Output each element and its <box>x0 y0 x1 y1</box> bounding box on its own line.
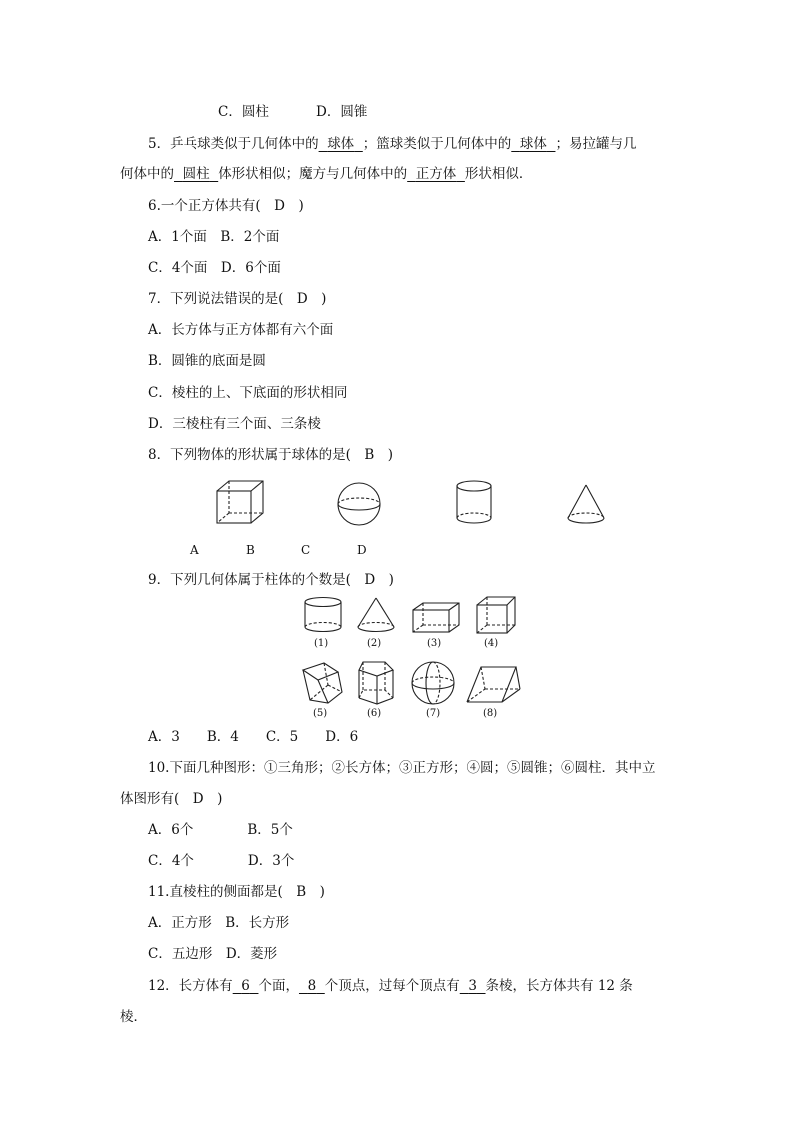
q6-options-ab: A．1个面 B．2个面 <box>148 229 280 245</box>
q10-options-cd: C．4个 D．3个 <box>148 853 295 869</box>
q12-line-1 <box>148 977 633 995</box>
q5-text: 5．乒乓球类似于几何体中的 <box>148 136 319 152</box>
q8-label-a: A <box>190 543 199 557</box>
q9-fig8-triangular-prism <box>464 664 524 706</box>
q5-text: ；易拉罐与几 <box>555 136 637 152</box>
q12-line-2: 棱． <box>120 1009 147 1025</box>
q8-sphere-figure <box>336 481 382 527</box>
q7-option-c: C．棱柱的上、下底面的形状相同 <box>148 385 348 401</box>
q9-options: A．3 B．4 C．5 D．6 <box>148 729 359 745</box>
q12-blank-1: 6 <box>241 978 250 994</box>
q9-stem: 9．下列几何体属于柱体的个数是( D ) <box>148 572 394 588</box>
q8-stem: 8．下列物体的形状属于球体的是( B ) <box>148 447 394 463</box>
q7-option-a: A．长方体与正方体都有六个面 <box>148 322 334 338</box>
q9-caption-8: (8) <box>483 708 498 719</box>
q6-stem: 6.一个正方体共有( D ) <box>148 198 304 214</box>
q8-cube-figure <box>214 478 266 526</box>
q12-text: 12．长方体有 <box>148 978 233 994</box>
q9-caption-2: (2) <box>367 638 382 649</box>
q9-caption-4: (4) <box>484 638 499 649</box>
q5-text: ；篮球类似于几何体中的 <box>362 136 512 152</box>
q11-stem: 11.直棱柱的侧面都是( B ) <box>148 884 325 900</box>
q5-blank-1: 球体 <box>327 136 355 152</box>
q4-option-c: C．圆柱 <box>218 104 269 120</box>
q5-blank-4: 正方体 <box>415 166 457 182</box>
q8-label-c: C <box>301 543 311 557</box>
q10-options-ab: A．6个 B．5个 <box>148 822 293 838</box>
q8-cone-figure <box>565 482 607 526</box>
q9-fig6-pentagonal-prism <box>355 658 397 708</box>
q5-blank-2: 球体 <box>519 136 547 152</box>
q9-caption-7: (7) <box>426 708 441 719</box>
q12-text: 个顶点，过每个顶点有 <box>324 978 460 994</box>
q4-option-d: D．圆锥 <box>316 104 368 120</box>
q5-text: 何体中的 <box>120 166 174 182</box>
q8-label-b: B <box>246 543 255 557</box>
q9-fig5-slanted-prism <box>298 660 346 706</box>
q5-line-1 <box>148 135 636 153</box>
q9-fig2-cone <box>355 595 397 635</box>
q9-caption-3: (3) <box>427 638 442 649</box>
q5-blank-3: 圆柱 <box>182 166 210 182</box>
q8-label-d: D <box>357 543 367 557</box>
q5-text: 形状相似． <box>464 166 533 182</box>
q7-option-b: B．圆锥的底面是圆 <box>148 353 266 369</box>
q9-fig7-sphere <box>409 659 457 707</box>
q5-line-2 <box>120 165 532 183</box>
q12-text: 条棱，长方体共有 12 条 <box>485 978 633 994</box>
q11-options-cd: C．五边形 D．菱形 <box>148 946 278 962</box>
q10-line-2: 体图形有( D ) <box>120 791 223 807</box>
q9-fig4-cube <box>474 594 518 636</box>
q9-fig3-cuboid <box>410 600 462 636</box>
q12-text: 个面， <box>258 978 299 994</box>
q8-cylinder-figure <box>454 478 494 526</box>
q12-blank-2: 8 <box>307 978 317 994</box>
q5-text: 体形状相似；魔方与几何体中的 <box>218 166 408 182</box>
q6-options-cd: C．4个面 D．6个面 <box>148 260 281 276</box>
q9-caption-6: (6) <box>367 708 382 719</box>
q9-fig1-cylinder <box>302 595 344 635</box>
q10-line-1: 10.下面几种图形：①三角形；②长方体；③正方形；④圆；⑤圆锥；⑥圆柱．其中立 <box>148 760 656 776</box>
q12-blank-3: 3 <box>468 978 477 994</box>
q7-option-d: D．三棱柱有三个面、三条棱 <box>148 416 321 432</box>
q7-stem: 7．下列说法错误的是( D ) <box>148 291 327 307</box>
q9-caption-1: (1) <box>314 638 329 649</box>
q9-caption-5: (5) <box>313 708 328 719</box>
q11-options-ab: A．正方形 B．长方形 <box>148 915 290 931</box>
